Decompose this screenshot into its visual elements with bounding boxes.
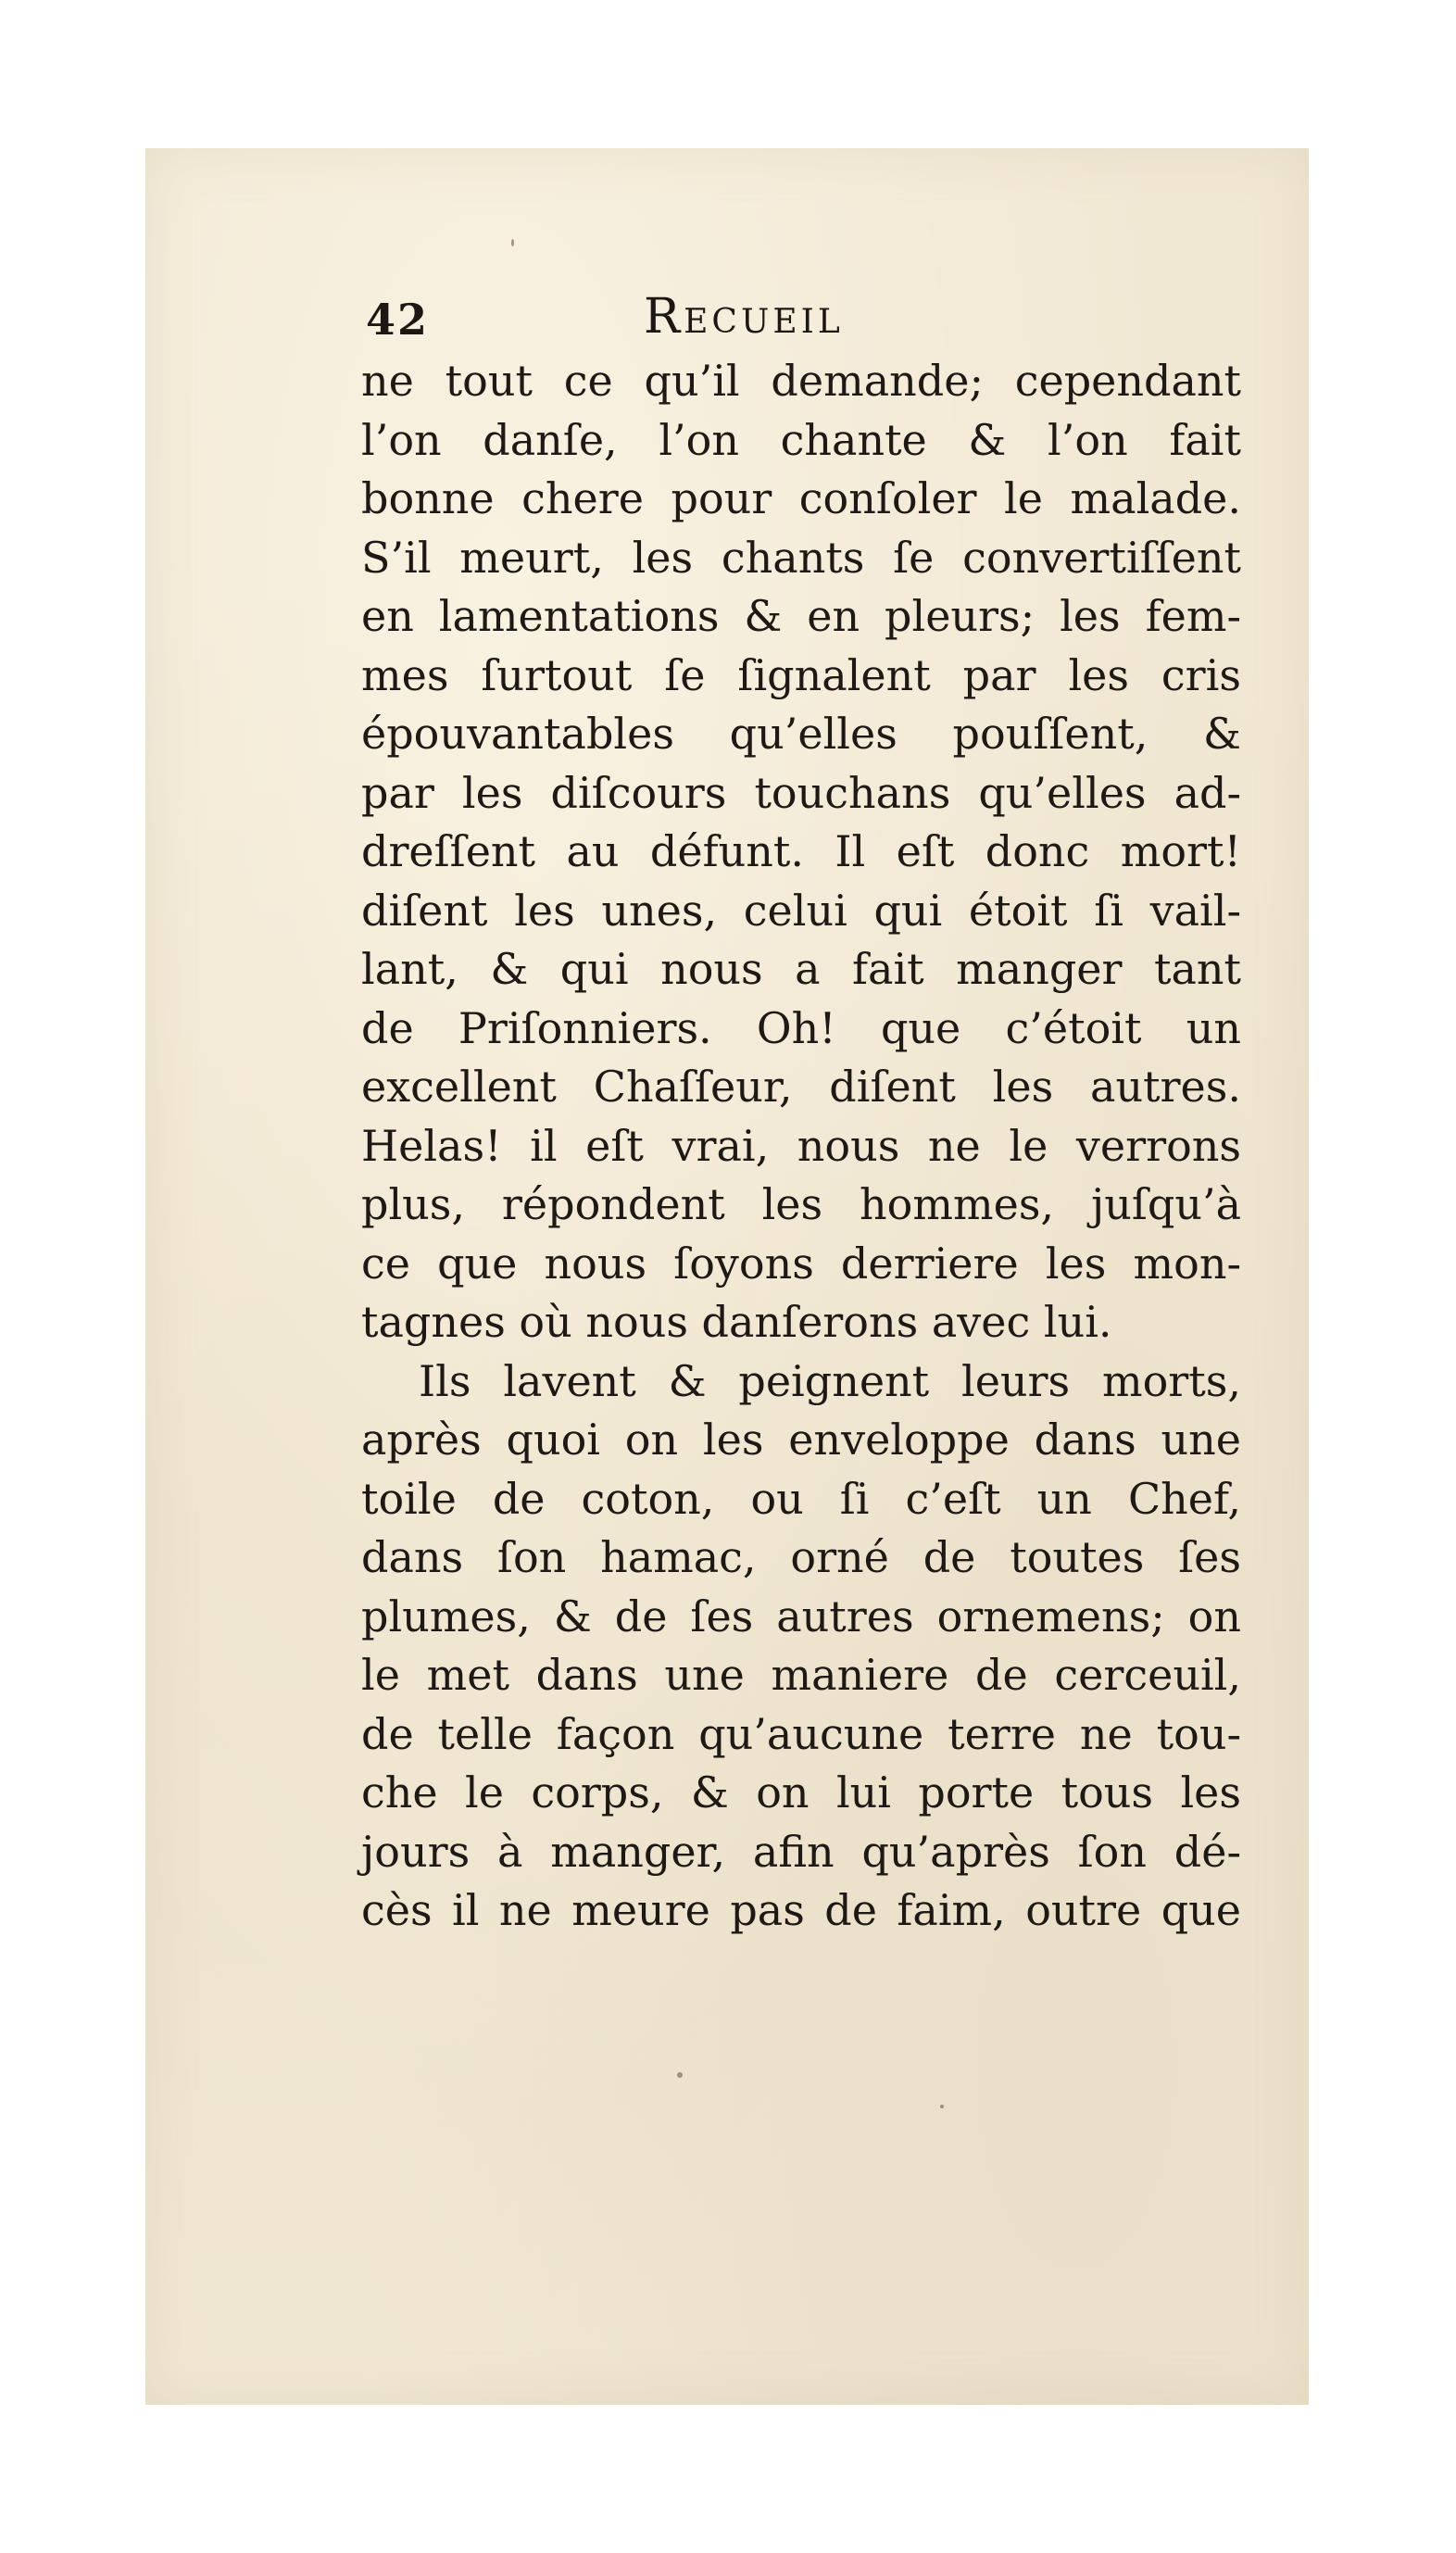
- text-line: lant, & qui nous a fait manger tant: [361, 944, 1241, 994]
- text-line: plus, répondent les hommes, juſqu’à: [361, 1179, 1241, 1229]
- text-line: mes ſurtout ſe ſignalent par les cris: [361, 649, 1241, 700]
- ink-speck: [511, 239, 514, 246]
- text-line: par les diſcours touchans qu’elles ad-: [361, 767, 1241, 818]
- text-line: tagnes où nous danſerons avec lui.: [361, 1297, 1112, 1347]
- text-line: l’on danſe, l’on chante & l’on fait: [361, 414, 1241, 465]
- text-line: Ils lavent & peignent leurs morts,: [419, 1355, 1241, 1406]
- text-line: jours à manger, afin qu’après ſon dé-: [361, 1826, 1241, 1877]
- text-line: ce que nous ſoyons derriere les mon-: [361, 1238, 1241, 1289]
- text-line: dreſſent au défunt. Il eſt donc mort!: [361, 826, 1241, 876]
- text-line: bonne chere pour conſoler le malade.: [361, 473, 1241, 523]
- text-line: excellent Chaſſeur, diſent les autres.: [361, 1062, 1241, 1112]
- ink-speck: [940, 2105, 944, 2108]
- page-header: [366, 289, 1199, 359]
- text-line: épouvantables qu’elles pouſſent, &: [361, 709, 1241, 759]
- text-line: plumes, & de ſes autres ornemens; on: [361, 1591, 1241, 1641]
- text-line: de Priſonniers. Oh! que c’étoit un: [361, 1002, 1241, 1053]
- text-line: cès il ne meure pas de faim, outre que: [361, 1885, 1241, 1935]
- text-line: Helas! il eſt vrai, nous ne le verrons: [361, 1120, 1241, 1171]
- text-line: ne tout ce qu’il demande; cependant: [361, 356, 1241, 406]
- text-line: S’il meurt, les chants ſe convertiſſent: [361, 532, 1241, 583]
- text-line: dans ſon hamac, orné de toutes ſes: [361, 1532, 1241, 1582]
- text-line: le met dans une maniere de cerceuil,: [361, 1650, 1241, 1700]
- page-number: 42: [366, 295, 430, 345]
- text-line: che le corps, & on lui porte tous les: [361, 1767, 1241, 1817]
- text-line: de telle façon qu’aucune terre ne tou-: [361, 1708, 1241, 1759]
- text-line: toile de coton, ou ſi c’eſt un Chef,: [361, 1473, 1241, 1524]
- text-line: en lamentations & en pleurs; les fem-: [361, 591, 1241, 641]
- ink-speck: [677, 2072, 683, 2078]
- running-head: Recueil: [644, 289, 844, 345]
- body-text: [361, 352, 1241, 1941]
- text-line: diſent les unes, celui qui étoit ſi vail-: [361, 885, 1241, 936]
- text-line: après quoi on les enveloppe dans une: [361, 1415, 1241, 1465]
